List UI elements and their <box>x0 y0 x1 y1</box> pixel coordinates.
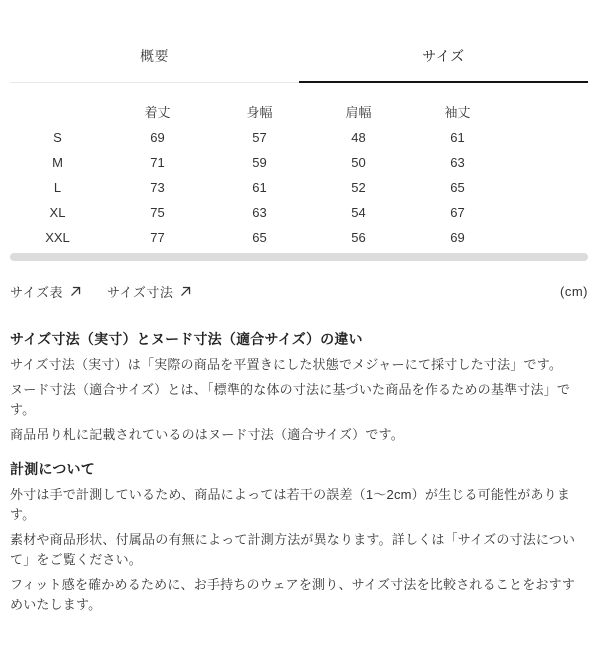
value-cell: 50 <box>351 155 366 170</box>
links-row <box>10 282 588 301</box>
size-guide-page <box>0 46 600 615</box>
size-label: XL <box>49 205 66 220</box>
value-cell: 48 <box>351 130 366 145</box>
tab-overview[interactable]: 概要 <box>10 46 299 83</box>
size-label: S <box>53 130 62 145</box>
value-cell: 65 <box>450 180 465 195</box>
column-header-sleeve-length: 袖丈 <box>444 104 471 120</box>
value-cell: 54 <box>351 205 366 220</box>
size-label: M <box>52 155 63 170</box>
section-paragraph: 素材や商品形状、付属品の有無によって計測方法が異なります。詳しくは「サイズの寸法について」をご覧ください。 <box>10 532 576 567</box>
section-heading: サイズ寸法（実寸）とヌード寸法（適合サイズ）の違い <box>10 331 363 347</box>
value-cell: 63 <box>450 155 465 170</box>
value-cell: 52 <box>351 180 366 195</box>
value-cell: 71 <box>150 155 165 170</box>
size-dimensions-link[interactable] <box>107 282 191 301</box>
value-cell: 77 <box>150 230 165 245</box>
section-paragraph: 外寸は手で計測しているため、商品によっては若干の誤差（1〜2cm）が生じる可能性があります。 <box>10 487 571 522</box>
section-paragraph: ヌード寸法（適合サイズ）とは、「標準的な体の寸法に基づいた商品を作るための基準寸法」です。 <box>10 382 571 417</box>
size-label: L <box>53 180 62 195</box>
column-header-body-width: 身幅 <box>246 104 273 120</box>
size-chart-link[interactable] <box>10 282 81 301</box>
tab-size[interactable]: サイズ <box>299 46 588 83</box>
value-cell: 57 <box>252 130 267 145</box>
value-cell: 73 <box>150 180 165 195</box>
corner-cell <box>10 97 105 125</box>
section-heading: 計測について <box>10 461 95 477</box>
table-row <box>10 150 507 175</box>
section-measurement-notes <box>10 459 588 615</box>
table-row <box>10 125 507 150</box>
table-header-row <box>10 97 507 125</box>
value-cell: 67 <box>450 205 465 220</box>
external-link-icon <box>180 286 191 297</box>
value-cell: 69 <box>450 230 465 245</box>
section-paragraph: 商品吊り札に記載されているのはヌード寸法（適合サイズ）です。 <box>10 427 404 442</box>
size-dimensions-link-label: サイズ寸法 <box>106 285 174 300</box>
value-cell: 61 <box>252 180 267 195</box>
value-cell: 75 <box>150 205 165 220</box>
value-cell: 61 <box>450 130 465 145</box>
value-cell: 63 <box>252 205 267 220</box>
section-paragraph: サイズ寸法（実寸）は「実際の商品を平置きにした状態でメジャーにて採寸した寸法」です。 <box>10 357 563 372</box>
size-chart-link-label: サイズ表 <box>10 285 63 300</box>
column-header-shoulder-width: 肩幅 <box>345 104 372 120</box>
value-cell: 65 <box>252 230 267 245</box>
section-size-dimension-difference <box>10 329 588 445</box>
value-cell: 56 <box>351 230 366 245</box>
section-paragraph: フィット感を確かめるために、お手持ちのウェアを測り、サイズ寸法を比較されることをおすすめいたします。 <box>10 577 576 612</box>
table-row <box>10 200 507 225</box>
tab-bar <box>10 46 588 83</box>
table-row <box>10 175 507 200</box>
size-table <box>10 97 507 250</box>
table-horizontal-scrollbar[interactable] <box>10 253 588 261</box>
value-cell: 69 <box>150 130 165 145</box>
external-link-icon <box>70 286 81 297</box>
size-label: XXL <box>45 230 70 245</box>
table-row <box>10 225 507 250</box>
value-cell: 59 <box>252 155 267 170</box>
unit-label: (cm) <box>560 284 588 299</box>
column-header-length: 着丈 <box>144 104 171 120</box>
